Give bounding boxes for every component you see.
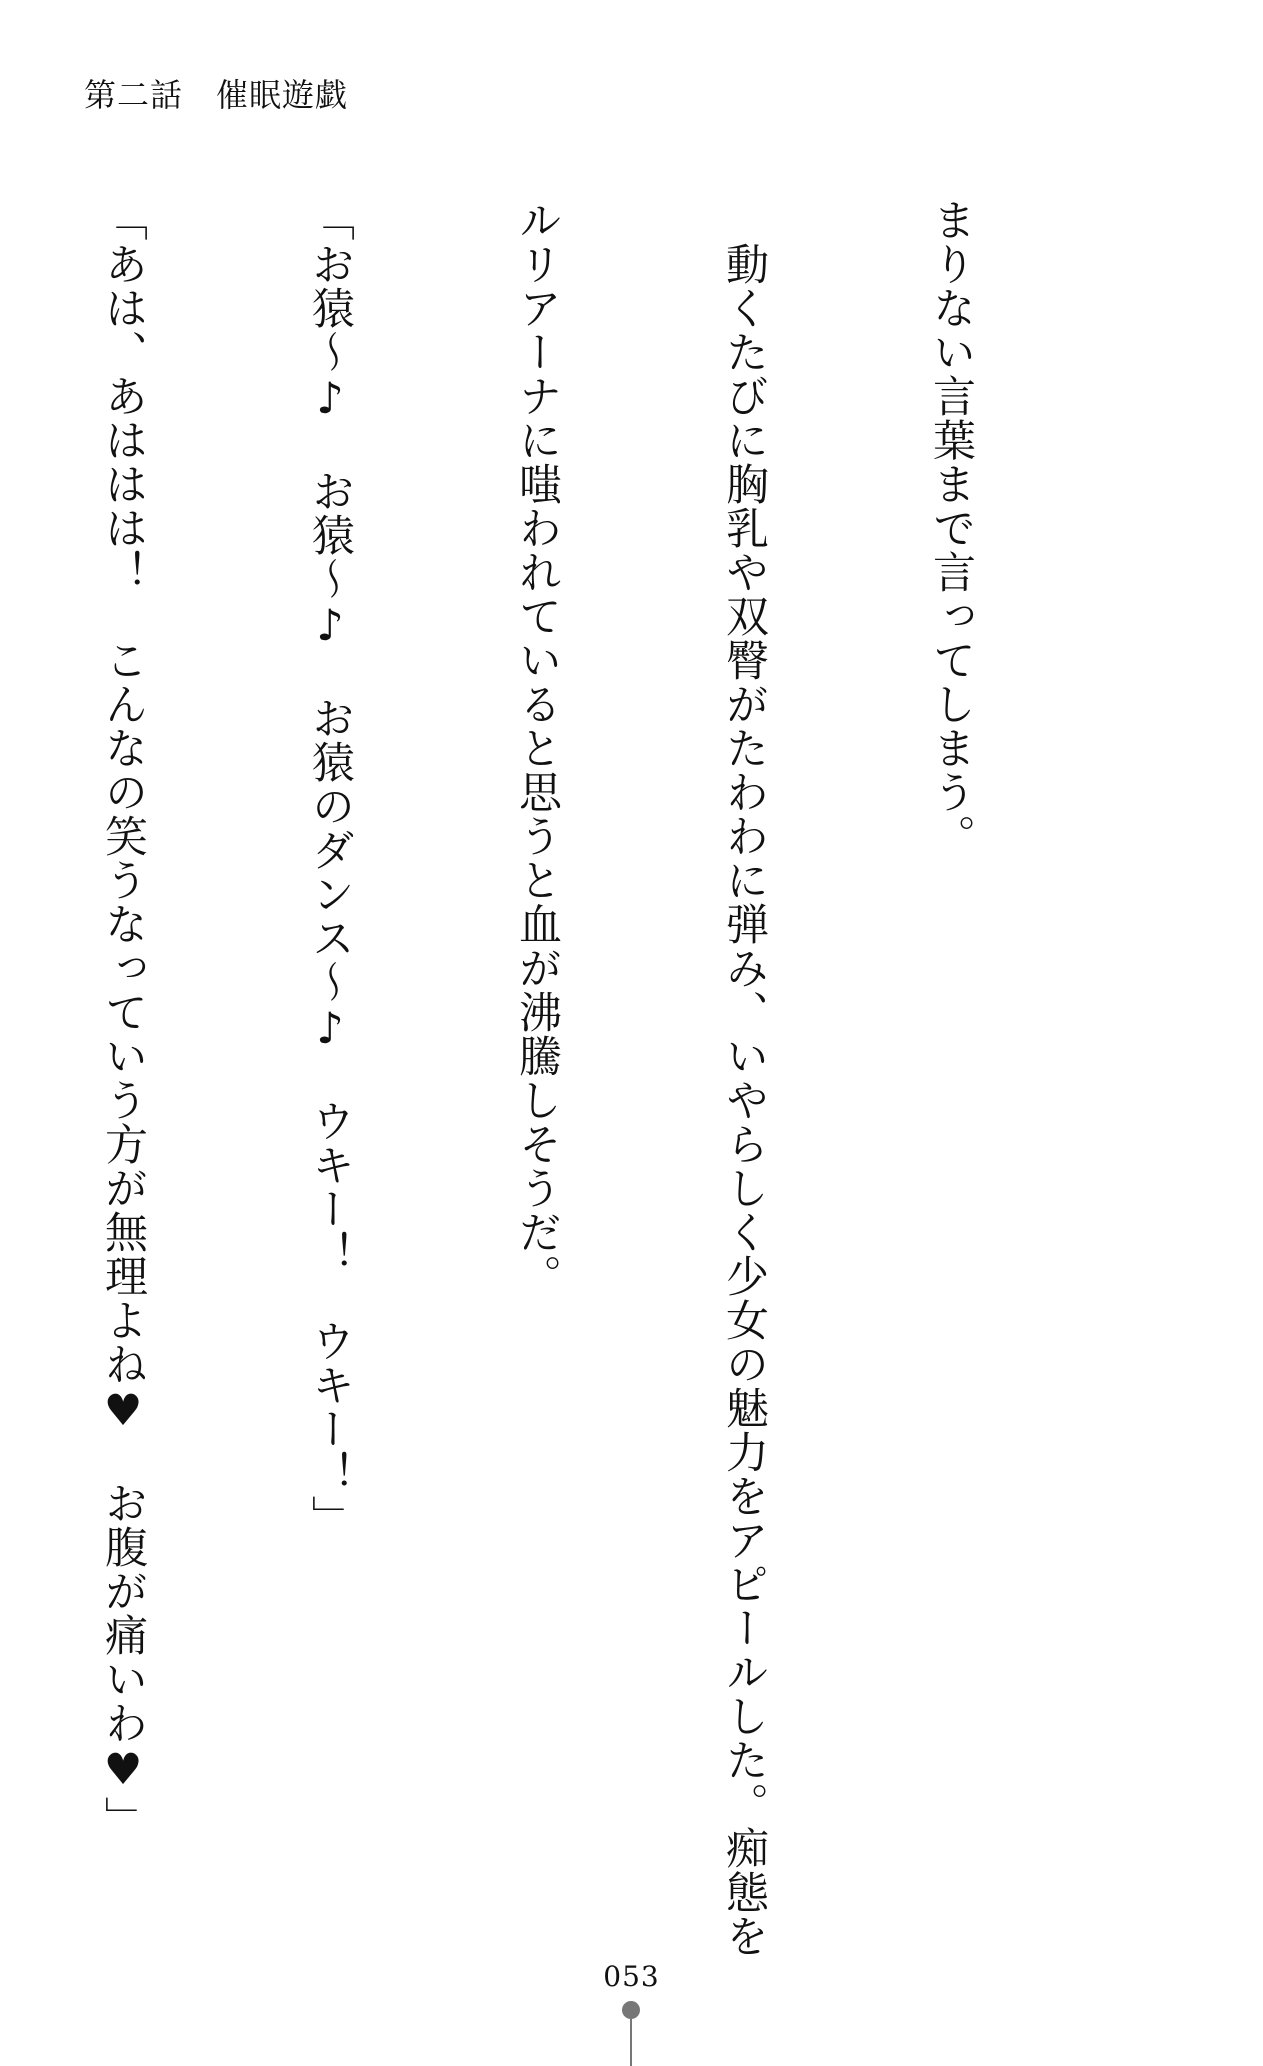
body-text [0,198,1123,1958]
folio-dot [622,2001,640,2019]
page-number: 053 [603,1960,660,1993]
running-header: 第二話 催眠遊戯 [84,76,349,114]
text-line: ルリアーナに嗤われていると思うと血が沸騰しそうだ。 [512,198,562,1298]
text-line: まりない言葉まで言ってしまう。 [926,198,976,858]
text-line: 「あは、あははは！ こんなの笑うなっていう方が無理よね♥ お腹が痛いわ♥」 [98,198,148,1840]
text-line: 「お猿～♪ お猿～♪ お猿のダンス～♪ ウキー！ ウキー！」 [305,198,355,1539]
folio-rule [630,2019,632,2066]
text-line: 動くたびに胸乳や双臀がたわわに弾み、いやらしく少女の魅力をアピールした。痴態を [719,198,769,1958]
